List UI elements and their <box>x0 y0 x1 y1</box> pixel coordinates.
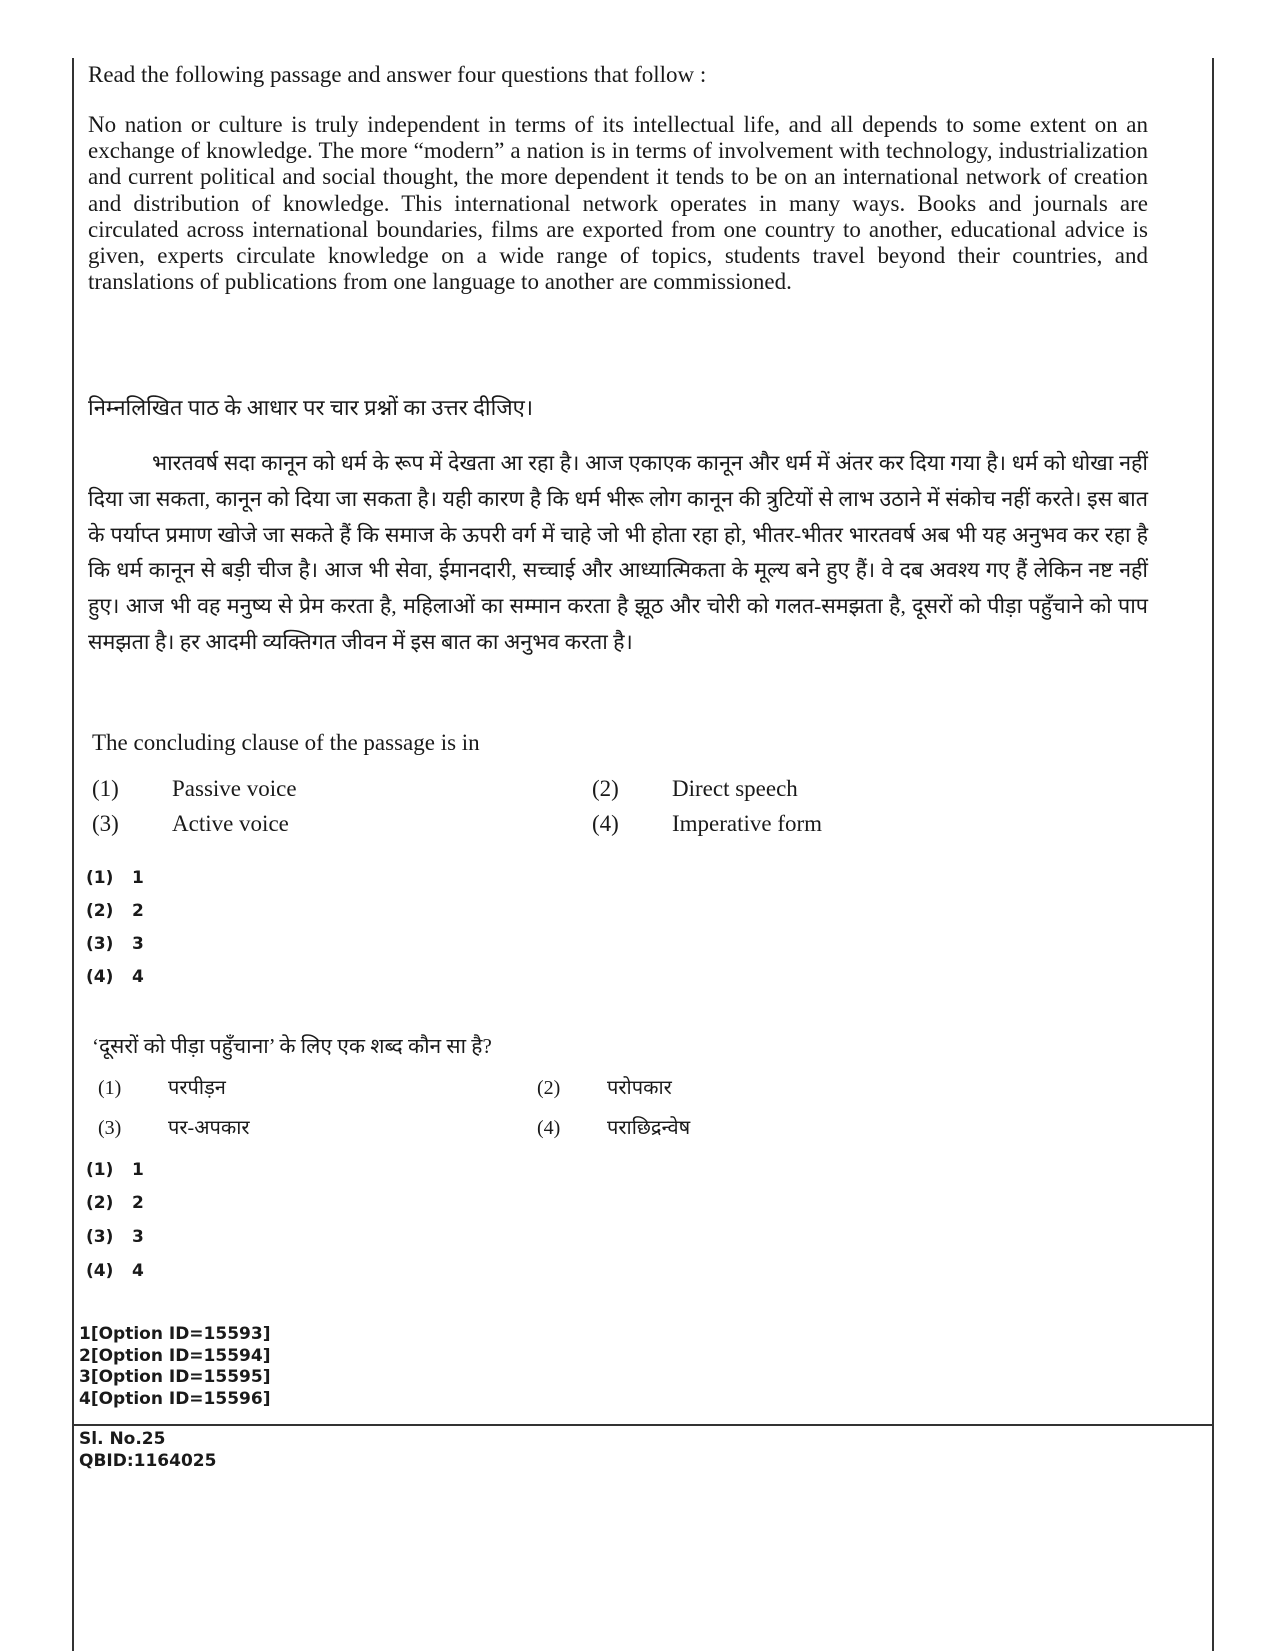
passage-english: No nation or culture is truly independent in terms of its intellectual life, and all depends to some extent on an exchange of knowledge. The more “modern” a nation is in terms of involvement with technology, industrialization and current political and social thought, the more dependent it tends to be on an international network of creation and distribution of knowledge. This international network operates in many ways. Books and journals are circulated across international boundaries, films are exported from one country to another, educational advice is given, experts circulate knowledge on a wide range of topics, students travel beyond their countries, and translations of publications from one language to another are commissioned. <box>88 112 1148 295</box>
question-en-option-1 <box>92 776 297 802</box>
passage-hindi: भारतवर्ष सदा कानून को धर्म के रूप में देखता आ रहा है। आज एकाएक कानून और धर्म में अंतर कर दिया गया है। धर्म को धोखा नहीं दिया जा सकता, कानून को दिया जा सकता है। यही कारण है कि धर्म भीरू लोग कानून की त्रुटियों से लाभ उठाने में संकोच नहीं करते। इस बात के पर्याप्त प्रमाण खोजे जा सकते हैं कि समाज के ऊपरी वर्ग में चाहे जो भी होता रहा हो, भीतर-भीतर भारतवर्ष अब भी यह अनुभव कर रहा है कि धर्म कानून से बड़ी चीज है। आज भी सेवा, ईमानदारी, सच्चाई और आध्यात्मिकता के मूल्य बने हुए हैं। वे दब अवश्य गए हैं लेकिन नष्ट नहीं हुए। आज भी वह मनुष्य से प्रेम करता है, महिलाओं का सम्मान करता है झूठ और चोरी को गलत-समझता है, दूसरों को पीड़ा पहुँचाने को पाप समझता है। हर आदमी व्यक्तिगत जीवन में इस बात का अनुभव करता है। <box>88 451 1148 654</box>
question-en-option-2 <box>592 776 798 802</box>
option-id: 1[Option ID=15593] <box>79 1324 271 1344</box>
option-text: Direct speech <box>672 776 798 801</box>
answer-choice-2[interactable]: (2) 2 <box>86 1193 144 1213</box>
option-id: 2[Option ID=15594] <box>79 1345 271 1366</box>
option-text: Imperative form <box>672 811 823 836</box>
option-number: (1) <box>98 1077 122 1099</box>
passage-intro-hindi: निम्नलिखित पाठ के आधार पर चार प्रश्नों का उत्तर दीजिए। <box>88 395 534 420</box>
passage-intro-english: Read the following passage and answer four questions that follow : <box>88 62 707 87</box>
option-number: (2) <box>537 1077 561 1099</box>
answer-choice-3[interactable]: (3) 3 <box>86 934 144 954</box>
right-border-line <box>1212 58 1214 1651</box>
question-en-option-3 <box>92 811 289 837</box>
option-text: पराछिद्रन्वेष <box>607 1117 691 1139</box>
question-en-option-4 <box>592 811 822 837</box>
answer-choice-3[interactable]: (3) 3 <box>86 1227 144 1247</box>
option-number: (3) <box>98 1117 122 1139</box>
option-text: परपीड़न <box>168 1077 226 1099</box>
question-hi-option-3 <box>98 1113 250 1140</box>
answer-choice-4[interactable]: (4) 4 <box>86 967 144 987</box>
question-hi-option-1 <box>98 1073 226 1100</box>
option-id: 3[Option ID=15595] <box>79 1367 271 1387</box>
question-hi-option-4 <box>537 1113 690 1140</box>
answer-choice-4[interactable]: (4) 4 <box>86 1261 144 1281</box>
option-text: परोपकार <box>607 1077 672 1099</box>
next-question-meta <box>79 1429 216 1472</box>
answer-choice-2[interactable]: (2) 2 <box>86 901 144 921</box>
qbid: QBID:1164025 <box>79 1450 217 1471</box>
option-number: (3) <box>92 811 119 836</box>
option-number: (1) <box>92 776 119 801</box>
option-id-list <box>79 1324 270 1410</box>
option-id: 4[Option ID=15596] <box>79 1388 271 1409</box>
serial-number: Sl. No.25 <box>79 1429 166 1449</box>
option-text: Passive voice <box>172 776 297 801</box>
option-number: (2) <box>592 776 619 801</box>
option-number: (4) <box>592 811 619 836</box>
question-text-hindi: ‘दूसरों को पीड़ा पहुँचाना’ के लिए एक शब्द कौन सा है? <box>92 1034 492 1058</box>
question-hi-option-2 <box>537 1073 672 1100</box>
option-number: (4) <box>537 1117 561 1139</box>
question-separator-line <box>72 1424 1214 1426</box>
left-border-line <box>72 58 74 1651</box>
question-text-english: The concluding clause of the passage is in <box>92 730 480 755</box>
option-text: पर-अपकार <box>168 1117 250 1139</box>
answer-choice-1[interactable]: (1) 1 <box>86 868 144 888</box>
option-text: Active voice <box>172 811 289 836</box>
answer-choice-1[interactable]: (1) 1 <box>86 1160 144 1180</box>
